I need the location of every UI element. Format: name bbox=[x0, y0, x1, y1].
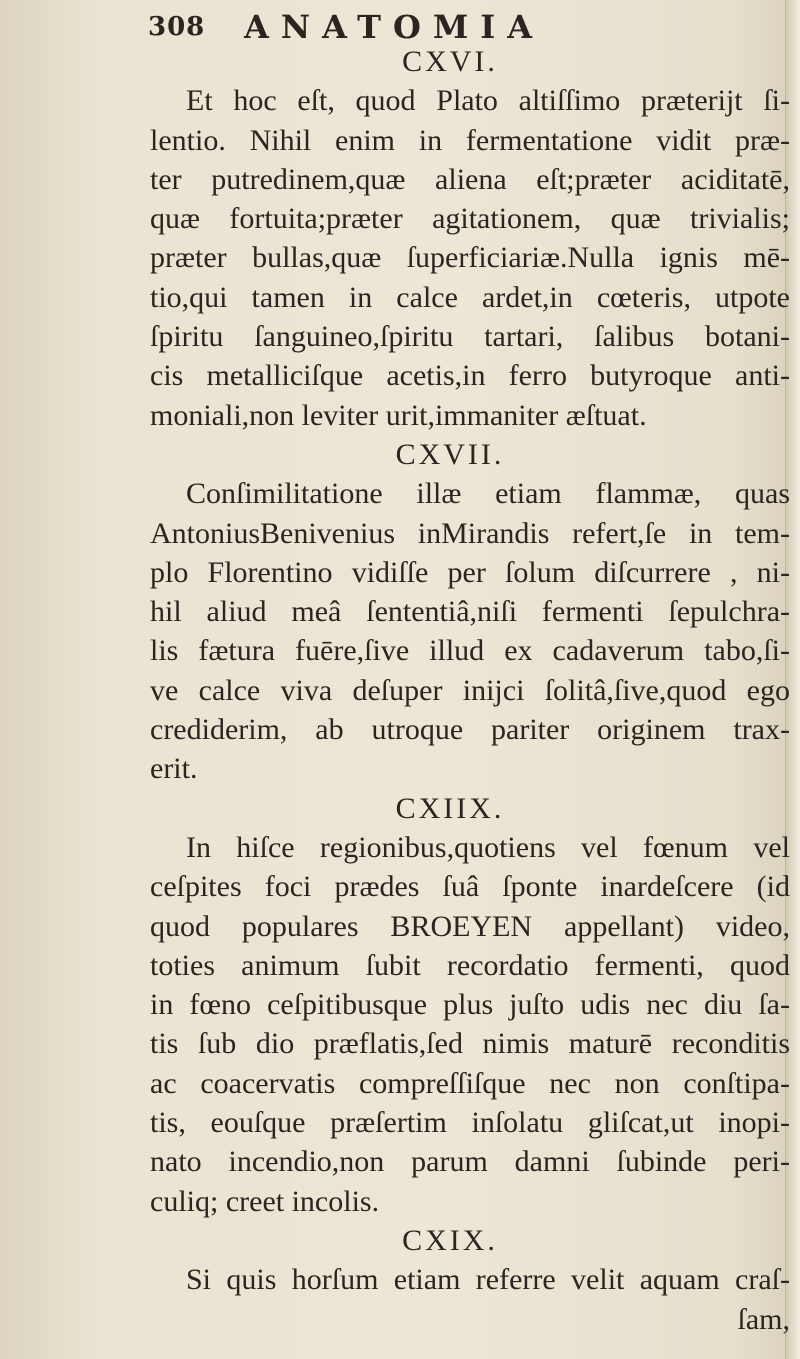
text-line: tis ſub dio præflatis,ſed nimis maturē reconditis bbox=[150, 1027, 790, 1061]
paragraph bbox=[150, 1260, 790, 1339]
text-line: ceſpites foci prædes ſuâ ſponte inardeſcere (id bbox=[150, 870, 790, 904]
text-line: AntoniusBenivenius inMirandis refert,ſe in tem- bbox=[150, 516, 790, 550]
text-line: plo Florentino vidiſſe per ſolum diſcurrere , ni- bbox=[150, 555, 790, 589]
text-line: Conſimilitatione illæ etiam flammæ, quas bbox=[186, 477, 790, 511]
text-line: nato incendio,non parum damni ſubinde peri- bbox=[150, 1145, 790, 1179]
text-line: lentio. Nihil enim in fermentatione vidit præ- bbox=[150, 123, 790, 157]
text-line: culiq; creet incolis. bbox=[150, 1184, 380, 1218]
section-heading: CXVI. bbox=[402, 45, 498, 78]
text-line: hil aliud meâ ſententiâ,niſi fermenti ſepulchra- bbox=[150, 595, 790, 629]
text-line: ter putredinem,quæ aliena eſt;præter aciditatē, bbox=[150, 162, 790, 196]
text-line: quæ fortuita;præter agitationem, quæ trivialis; bbox=[150, 202, 790, 236]
text-line: In hiſce regionibus,quotiens vel fœnum vel bbox=[186, 830, 790, 864]
text-line: lis fætura fuēre,ſive illud ex cadaverum tabo,ſi- bbox=[150, 634, 790, 668]
text-line: cis metalliciſque acetis,in ferro butyroque anti- bbox=[150, 359, 790, 393]
text-line: toties animum ſubit recordatio fermenti, quod bbox=[150, 948, 790, 982]
text-line: ac coacervatis compreſſiſque nec non conſtipa- bbox=[150, 1066, 790, 1100]
text-line: Si quis horſum etiam referre velit aquam craſ- bbox=[186, 1263, 790, 1297]
text-line: ſam, bbox=[737, 1302, 790, 1336]
text-line: tis, eouſque præſertim inſolatu gliſcat,ut inopi- bbox=[150, 1106, 790, 1140]
paragraph bbox=[150, 81, 790, 435]
text-line: præter bullas,quæ ſuperficiariæ.Nulla ignis mē- bbox=[150, 241, 790, 275]
running-header bbox=[148, 4, 760, 46]
text-line: in fœno ceſpitibusque plus juſto udis nec diu ſa- bbox=[150, 988, 790, 1022]
section-heading: CXIIX. bbox=[395, 791, 505, 825]
text-body bbox=[150, 42, 790, 1339]
page-number: 308 bbox=[148, 12, 206, 42]
text-line: moniali,non leviter urit,immaniter æſtuat. bbox=[150, 398, 647, 432]
section-heading: CXIX. bbox=[402, 1223, 498, 1257]
text-line: tio,qui tamen in calce ardet,in cœteris, utpote bbox=[150, 280, 790, 314]
text-line: ve calce viva deſuper inijci ſolitâ,ſive,quod ego bbox=[150, 673, 790, 707]
section-heading: CXVII. bbox=[395, 437, 505, 471]
text-line: Et hoc eſt, quod Plato altiſſimo præterijt ſi- bbox=[186, 84, 790, 118]
text-line: crediderim, ab utroque pariter originem trax- bbox=[150, 713, 790, 747]
paragraph bbox=[150, 474, 790, 788]
text-line: quod populares BROEYEN appellant) video, bbox=[150, 909, 790, 943]
text-line: erit. bbox=[150, 752, 198, 786]
text-line: ſpiritu ſanguineo,ſpiritu tartari, ſalibus botani- bbox=[150, 320, 790, 354]
paragraph bbox=[150, 828, 790, 1221]
running-title: ANATOMIA bbox=[244, 8, 545, 46]
